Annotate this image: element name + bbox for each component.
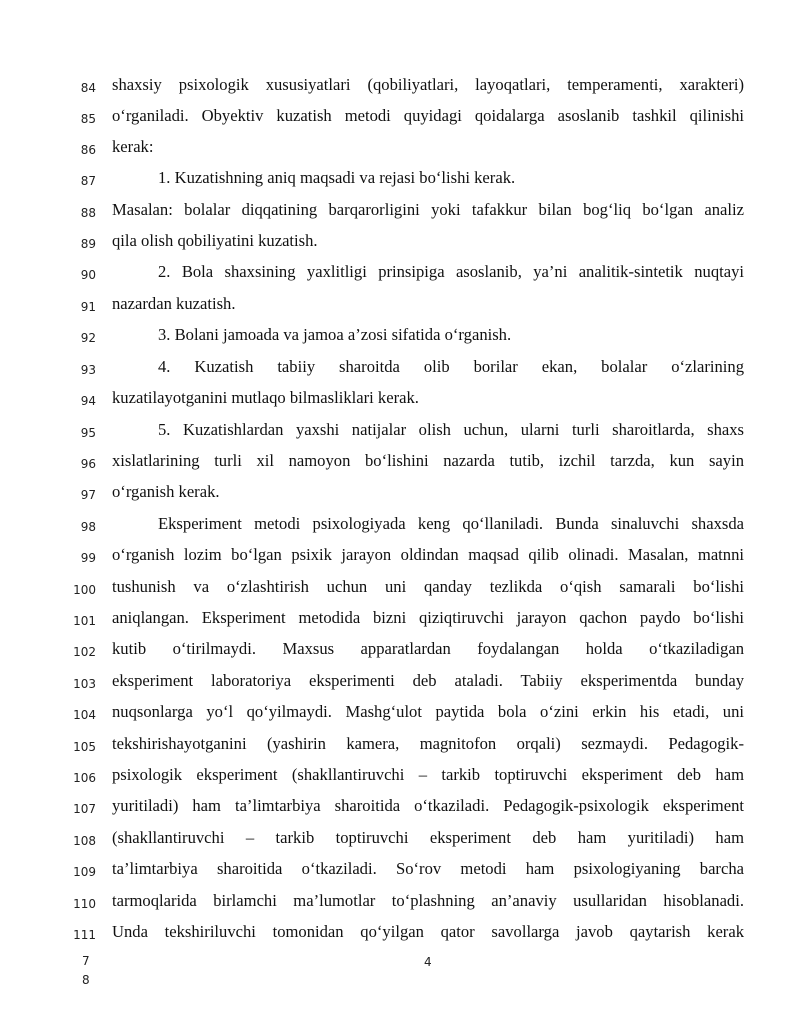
line-number: 92 [80, 331, 96, 345]
text-line [0, 793, 800, 824]
footer-line-number: 7 [82, 954, 90, 968]
text-line [0, 291, 800, 322]
line-number: 84 [80, 81, 96, 95]
text-line [0, 72, 800, 103]
text-line [0, 762, 800, 793]
line-text: ta’limtarbiya sharoitida o‘tkaziladi. So‘rov metodi ham psixologiyaning barcha [112, 859, 744, 878]
line-text: aniqlangan. Eksperiment metodida bizni qiziqtiruvchi jarayon qachon paydo bo‘lishi [112, 608, 744, 627]
text-line [0, 511, 800, 542]
line-number: 99 [80, 551, 96, 565]
text-line [0, 699, 800, 730]
line-number: 101 [73, 614, 96, 628]
line-text: Unda tekshiriluvchi tomonidan qo‘yilgan qator savollarga javob qaytarish kerak [112, 922, 744, 941]
line-text: 3. Bolani jamoada va jamoa a’zosi sifatida o‘rganish. [158, 325, 512, 344]
line-number: 98 [80, 520, 96, 534]
line-text: Masalan: bolalar diqqatining barqarorligini yoki tafakkur bilan bog‘liq bo‘lgan analiz [112, 200, 744, 219]
line-text: (shakllantiruvchi – tarkib toptiruvchi eksperiment deb ham yuritiladi) ham [112, 828, 744, 847]
footer-line-number: 8 [82, 973, 90, 987]
line-number: 96 [80, 457, 96, 471]
line-number: 91 [80, 300, 96, 314]
text-line [0, 165, 800, 196]
text-line [0, 197, 800, 228]
line-number: 103 [73, 677, 96, 691]
text-line [0, 322, 800, 353]
text-line [0, 636, 800, 667]
line-text: o‘rganish lozim bo‘lgan psixik jarayon oldindan maqsad qilib olinadi. Masalan, matnni [112, 545, 744, 564]
line-text: eksperiment laboratoriya eksperimenti deb ataladi. Tabiiy eksperimentda bunday [112, 671, 744, 690]
line-text: o‘rganish kerak. [112, 482, 220, 501]
line-number: 107 [73, 802, 96, 816]
text-line [0, 825, 800, 856]
line-number: 90 [80, 268, 96, 282]
line-number: 106 [73, 771, 96, 785]
line-text: nazardan kuzatish. [112, 294, 236, 313]
line-text: 4. Kuzatish tabiiy sharoitda olib borilar ekan, bolalar o‘zlarining [158, 357, 744, 376]
line-number: 89 [80, 237, 96, 251]
line-text: 2. Bola shaxsining yaxlitligi prinsipiga asoslanib, ya’ni analitik-sintetik nuqtayi [158, 262, 744, 281]
line-number: 85 [80, 112, 96, 126]
text-line [0, 354, 800, 385]
line-text: shaxsiy psixologik xususiyatlari (qobiliyatlari, layoqatlari, temperamenti, xarakteri) [112, 75, 744, 94]
line-number: 87 [80, 174, 96, 188]
line-text: tushunish va o‘zlashtirish uchun uni qanday tezlikda o‘qish samarali bo‘lishi [112, 577, 744, 596]
text-line [0, 919, 800, 950]
line-number: 109 [73, 865, 96, 879]
text-line [0, 228, 800, 259]
text-line [0, 134, 800, 165]
text-line [0, 574, 800, 605]
line-text: kerak: [112, 137, 154, 156]
text-line [0, 479, 800, 510]
line-number: 88 [80, 206, 96, 220]
line-text: psixologik eksperiment (shakllantiruvchi – tarkib toptiruvchi eksperiment deb ham [112, 765, 744, 784]
line-number: 97 [80, 488, 96, 502]
text-line [0, 417, 800, 448]
line-text: xislatlarining turli xil namoyon bo‘lishini nazarda tutib, izchil tarzda, kun sayin [112, 451, 744, 470]
line-number: 102 [73, 645, 96, 659]
text-line [0, 259, 800, 290]
line-text: nuqsonlarga yo‘l qo‘yilmaydi. Mashg‘ulot paytida bola o‘zini erkin his etadi, uni [112, 702, 744, 721]
line-number: 111 [73, 928, 96, 942]
text-line [0, 856, 800, 887]
text-line [0, 668, 800, 699]
page-number: 4 [424, 955, 432, 969]
line-text: kuzatilayotganini mutlaqo bilmasliklari kerak. [112, 388, 419, 407]
line-number: 86 [80, 143, 96, 157]
line-text: Eksperiment metodi psixologiyada keng qo‘llaniladi. Bunda sinaluvchi shaxsda [158, 514, 744, 533]
line-number: 110 [73, 897, 96, 911]
line-number: 108 [73, 834, 96, 848]
line-text: yuritiladi) ham ta’limtarbiya sharoitida o‘tkaziladi. Pedagogik-psixologik eksperiment [112, 796, 744, 815]
line-text: kutib o‘tirilmaydi. Maxsus apparatlardan foydalangan holda o‘tkaziladigan [112, 639, 744, 658]
text-line [0, 448, 800, 479]
line-number: 100 [73, 583, 96, 597]
line-text: 5. Kuzatishlardan yaxshi natijalar olish uchun, ularni turli sharoitlarda, shaxs [158, 420, 744, 439]
line-number: 95 [80, 426, 96, 440]
text-line [0, 385, 800, 416]
text-line [0, 731, 800, 762]
line-text: tekshirishayotganini (yashirin kamera, magnitofon orqali) sezmaydi. Pedagogik- [112, 734, 744, 753]
line-text: tarmoqlarida birlamchi ma’lumotlar to‘plashning an’anaviy usullaridan hisoblanadi. [112, 891, 744, 910]
line-number: 93 [80, 363, 96, 377]
text-line [0, 103, 800, 134]
line-text: o‘rganiladi. Obyektiv kuzatish metodi quyidagi qoidalarga asoslanib tashkil qilinishi [112, 106, 744, 125]
line-text: 1. Kuzatishning aniq maqsadi va rejasi bo‘lishi kerak. [158, 168, 516, 187]
line-text: qila olish qobiliyatini kuzatish. [112, 231, 318, 250]
line-number: 94 [80, 394, 96, 408]
line-number: 105 [73, 740, 96, 754]
text-line [0, 605, 800, 636]
line-number: 104 [73, 708, 96, 722]
text-line [0, 888, 800, 919]
text-line [0, 542, 800, 573]
